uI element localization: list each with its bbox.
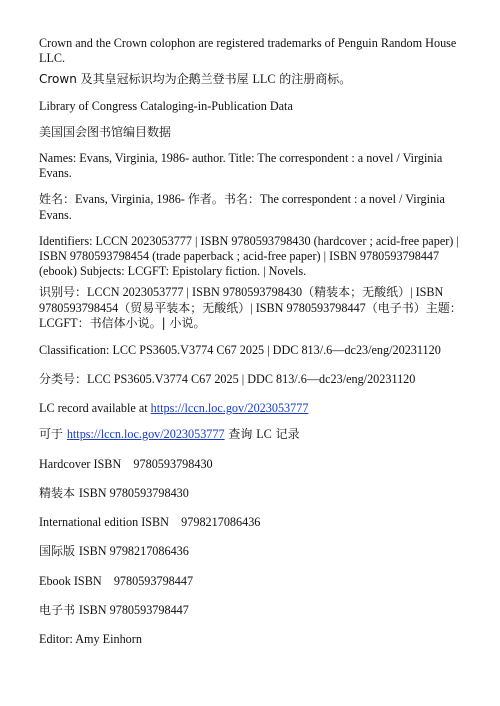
international-zh-isbn: ISBN 9798217086436 xyxy=(78,544,189,558)
ebook-zh-label: 电子书 xyxy=(39,602,79,617)
cip-classification-zh xyxy=(39,372,463,388)
cip-identifiers-zh xyxy=(39,285,463,332)
trademark-zh-llc: LLC xyxy=(252,72,276,86)
cip-names: Names: Evans, Virginia, 1986- author. Title: The correspondent : a novel / Virginia Evans. xyxy=(39,151,443,180)
ebook-isbn: Ebook ISBN 9780593798447 xyxy=(39,573,194,588)
classification-zh-value: LCC PS3605.V3774 C67 2025 | DDC 813/.6—dc23/eng/20231120 xyxy=(87,371,416,386)
copyright-page xyxy=(39,36,463,647)
international-isbn: International edition ISBN 9798217086436 xyxy=(39,515,261,529)
cip-heading: Library of Congress Cataloging-in-Publication Data xyxy=(39,98,293,113)
hardcover-isbn-zh xyxy=(39,486,463,502)
cip-identifiers: Identifiers: LCCN 2023053777 | ISBN 9780593798430 (hardcover ; acid-free paper) | ISBN 9780593798454 (trade paperback ; acid-free paper) | ISBN 9780593798447 (ebook) Subjects: LCGFT: Epistolary fiction. | Novels. xyxy=(39,234,459,278)
trademark-zh-part2: 的注册商标。 xyxy=(275,72,352,86)
cip-names-zh xyxy=(39,192,463,223)
hardcover-zh-label: 精装本 xyxy=(39,485,79,500)
names-zh-title-label: 作者。书名： xyxy=(187,192,260,206)
lc-record-line xyxy=(39,401,463,416)
identifiers-zh-lcgft: LCGFT xyxy=(39,316,78,330)
lc-record-zh-link[interactable]: https://lccn.loc.gov/2023053777 xyxy=(66,427,225,441)
cip-heading-zh: 美国国会图书馆编目数据 xyxy=(39,124,172,139)
names-zh-label: 姓名： xyxy=(39,192,76,206)
ebook-zh-isbn: ISBN 9780593798447 xyxy=(78,602,189,617)
names-zh-author: Evans, Virginia, 1986- xyxy=(75,192,188,206)
hardcover-zh-isbn: ISBN 9780593798430 xyxy=(78,485,189,500)
international-isbn-zh xyxy=(39,544,463,560)
lc-record-line-zh xyxy=(39,427,463,443)
identifiers-zh-hardcover: （精装本；无酸纸） xyxy=(302,285,411,299)
lc-record-zh-suffix: 记录 xyxy=(271,427,300,441)
identifiers-zh-isbn2: | ISBN 9780593798454 xyxy=(39,285,444,315)
trademark-zh-part1: Crown 及其皇冠标识均为企鹅兰登书屋 xyxy=(39,72,253,86)
identifiers-zh-ebook: （电子书）主题： xyxy=(365,300,462,315)
international-zh-label: 国际版 xyxy=(39,544,79,558)
identifiers-zh-lccn: LCCN 2023053777 | ISBN 9780593798430 xyxy=(87,285,303,299)
names-zh-title: The correspondent : a novel / Virginia Evans. xyxy=(39,192,445,222)
lc-record-link[interactable]: https://lccn.loc.gov/2023053777 xyxy=(150,401,309,415)
trademark-notice: Crown and the Crown colophon are registered trademarks of Penguin Random House LLC. xyxy=(39,36,457,65)
identifiers-zh-label: 识别号： xyxy=(39,285,88,299)
lc-record-zh-prefix: 可于 xyxy=(39,427,67,441)
classification-zh-label: 分类号： xyxy=(39,371,88,386)
lc-record-zh-mid: 查询 xyxy=(224,427,257,441)
hardcover-isbn: Hardcover ISBN 9780593798430 xyxy=(39,456,213,471)
identifiers-zh-genre: ：书信体小说。| 小说。 xyxy=(77,316,206,330)
identifiers-zh-paperback: （贸易平装本；无酸纸） xyxy=(118,300,251,315)
lc-record-text: LC record available at xyxy=(39,401,151,415)
cip-classification: Classification: LCC PS3605.V3774 C67 2025 | DDC 813/.6—dc23/eng/20231120 xyxy=(39,342,441,357)
editor-credit: Editor: Amy Einhorn xyxy=(39,632,142,646)
trademark-notice-zh xyxy=(39,72,463,88)
identifiers-zh-isbn3: | ISBN 9780593798447 xyxy=(250,300,366,315)
ebook-isbn-zh xyxy=(39,603,463,619)
lc-record-zh-lc: LC xyxy=(256,427,272,441)
